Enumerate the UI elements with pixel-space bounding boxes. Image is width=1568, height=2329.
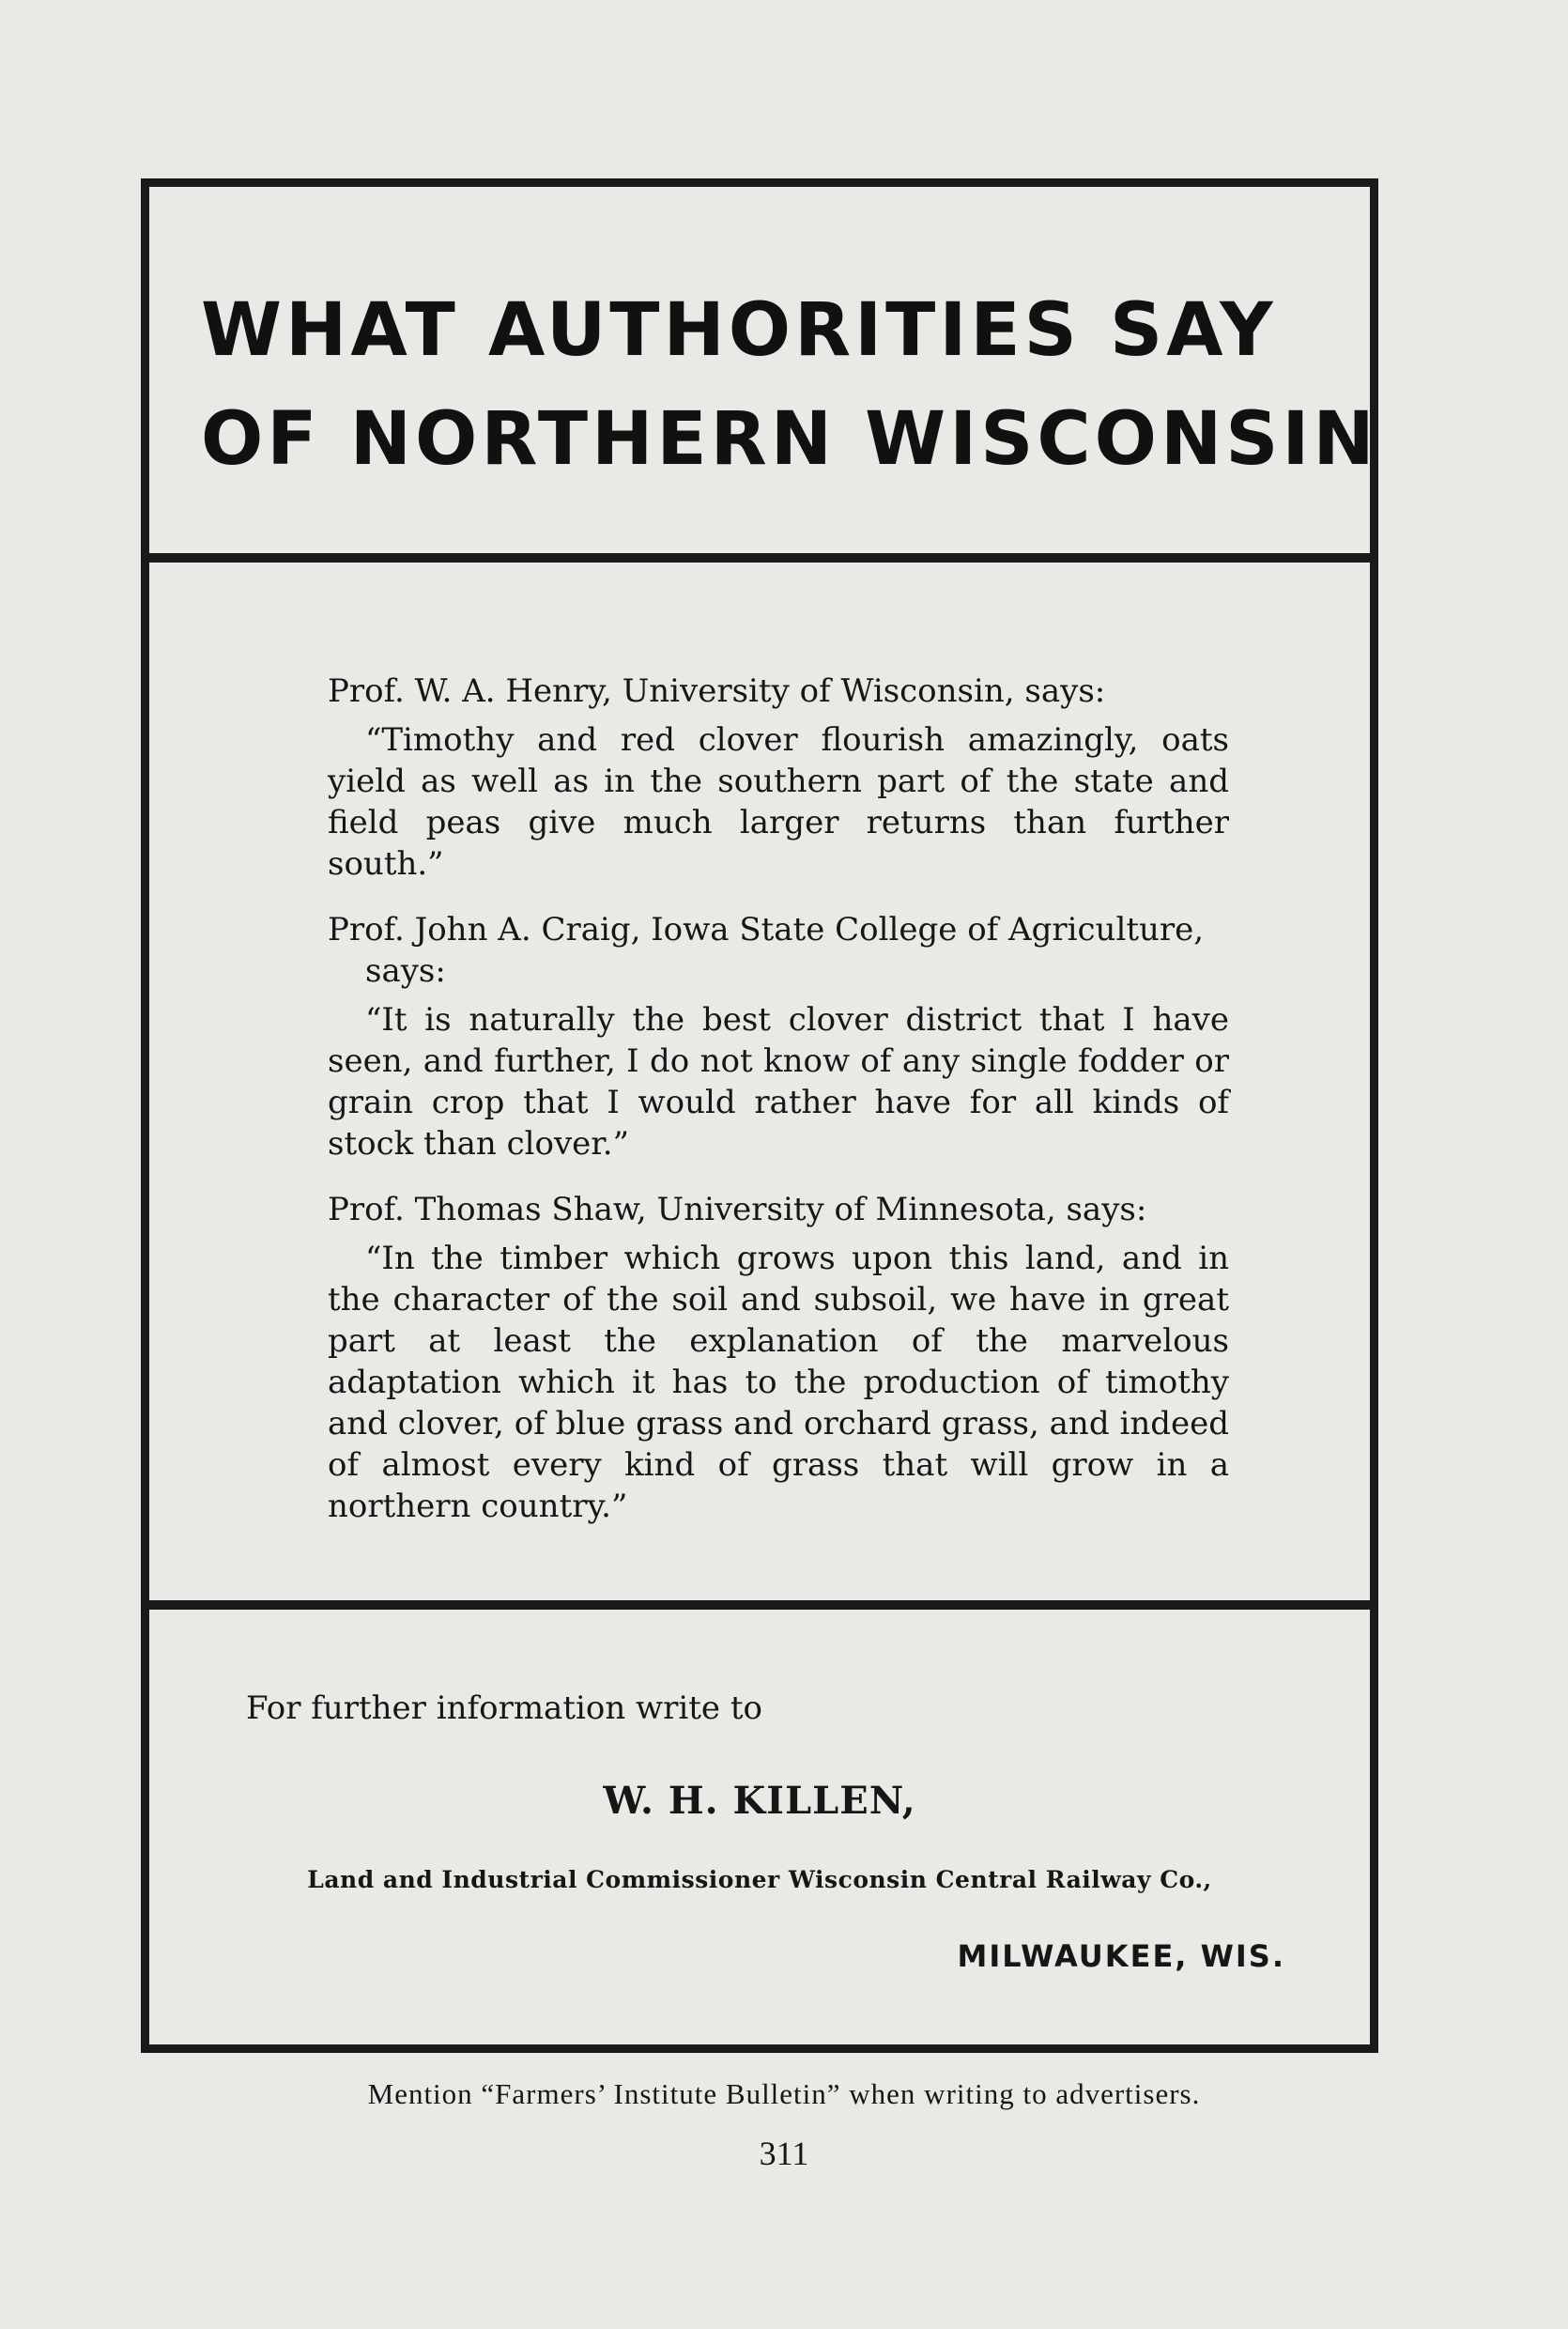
ad-heading [201,276,1378,494]
testimonials-section [328,671,1229,1551]
testimonial-attribution-henry: Prof. W. A. Henry, University of Wisconsin, says: [328,672,1106,710]
contact-city: MILWAUKEE, WIS. [957,1938,1285,1974]
testimonial-quote-henry: “Timothy and red clover flourish amazingly, oats yield as well as in the southern part of the state and field peas give much larger returns than further south.” [328,721,1229,883]
contact-prompt: For further information write to [246,1689,762,1727]
heading-divider [149,553,1370,563]
testimonial-quote-shaw: “In the timber which grows upon this land, and in the character of the soil and subsoil, we have in great part at least the explanation of the marvelous adaptation which it has to the production of timothy and clover, of blue grass and orchard grass, and indeed of almost every kind of grass that will grow in a northern country.” [328,1240,1229,1525]
testimonial-attribution-shaw: Prof. Thomas Shaw, University of Minnesota, says: [328,1191,1147,1228]
testimonial-attribution-craig: Prof. John A. Craig, Iowa State College of Agriculture, says: [328,911,1205,990]
testimonial-quote-craig: “It is naturally the best clover district that I have seen, and further, I do not know of any single fodder or grain crop that I would rather have for all kinds of stock than clover.” [328,1001,1229,1163]
heading-line-1: WHAT AUTHORITIES SAY [201,288,1277,373]
page-number: 311 [759,2135,809,2172]
contact-name: W. H. KILLEN, [603,1779,916,1823]
ad-border-frame [141,178,1378,2053]
footer-note: Mention “Farmers’ Institute Bulletin” when writing to advertisers. [367,2077,1201,2110]
heading-line-2: OF NORTHERN WISCONSIN [201,397,1378,482]
contact-title: Land and Industrial Commissioner Wisconsin Central Railway Co., [307,1866,1212,1893]
contact-divider [149,1600,1370,1610]
